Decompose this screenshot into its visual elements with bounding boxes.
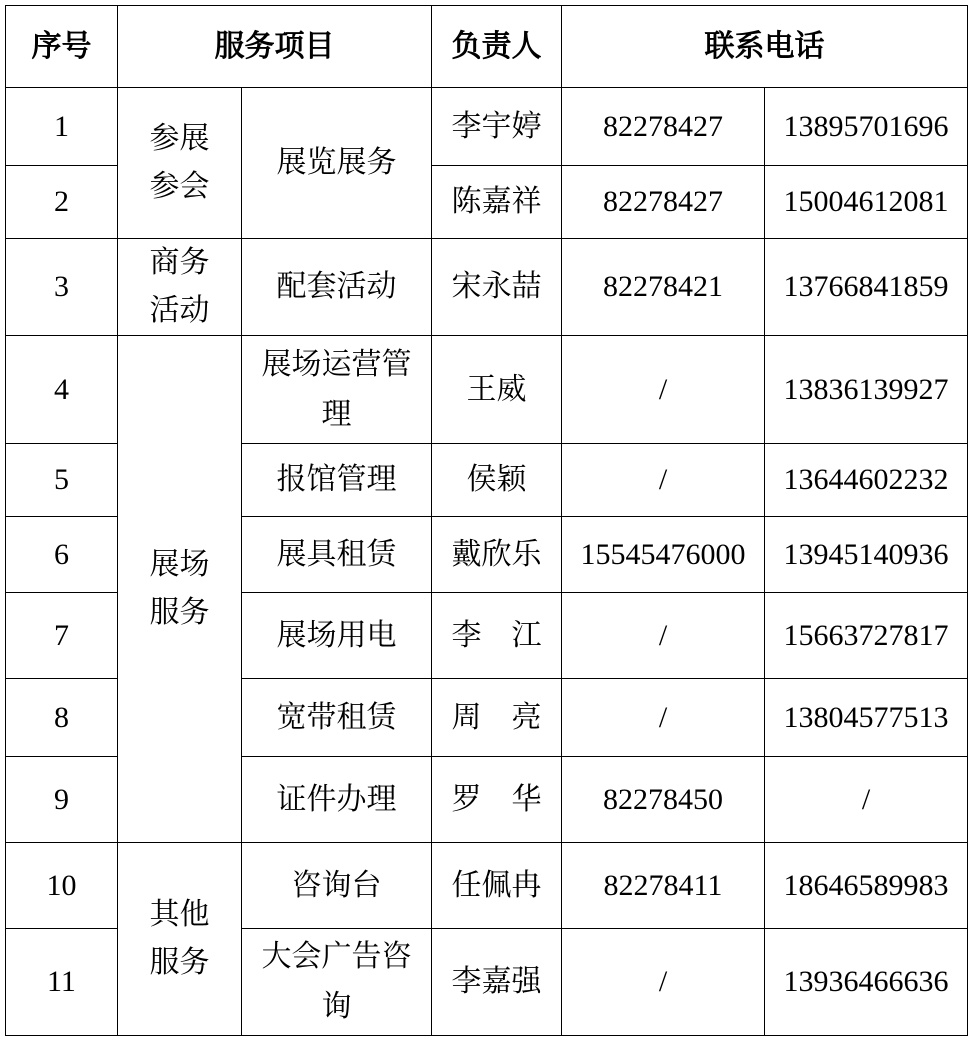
office-phone: / — [562, 929, 765, 1036]
service-item-label: 大会广告咨询 — [261, 939, 412, 1024]
person-name: 王威 — [432, 336, 562, 444]
service-item — [242, 336, 432, 444]
mobile-phone: 15004612081 — [765, 166, 968, 239]
mobile-phone: 13766841859 — [765, 239, 968, 336]
person-name: 戴欣乐 — [432, 517, 562, 593]
office-phone: 82278427 — [562, 88, 765, 166]
category-label: 商务活动 — [149, 245, 210, 328]
office-phone: / — [562, 593, 765, 679]
row-no: 7 — [6, 593, 118, 679]
service-item: 证件办理 — [242, 757, 432, 843]
row-no: 4 — [6, 336, 118, 444]
table-row — [6, 843, 968, 929]
mobile-phone: 13644602232 — [765, 444, 968, 517]
category-label: 展场服务 — [149, 547, 210, 630]
office-phone: 82278411 — [562, 843, 765, 929]
table-row — [6, 88, 968, 166]
header-no: 序号 — [6, 6, 118, 88]
mobile-phone: / — [765, 757, 968, 843]
office-phone: 15545476000 — [562, 517, 765, 593]
category-exhibit — [118, 88, 242, 239]
category-label: 其他服务 — [149, 897, 210, 980]
row-no: 9 — [6, 757, 118, 843]
mobile-phone: 13945140936 — [765, 517, 968, 593]
category-business — [118, 239, 242, 336]
person-name: 罗 华 — [432, 757, 562, 843]
header-contact: 联系电话 — [562, 6, 968, 88]
person-name: 侯颖 — [432, 444, 562, 517]
header-service: 服务项目 — [118, 6, 432, 88]
person-name: 陈嘉祥 — [432, 166, 562, 239]
service-item: 咨询台 — [242, 843, 432, 929]
service-item: 配套活动 — [242, 239, 432, 336]
mobile-phone: 15663727817 — [765, 593, 968, 679]
person-name: 周 亮 — [432, 679, 562, 757]
category-other — [118, 843, 242, 1036]
office-phone: 82278427 — [562, 166, 765, 239]
row-no: 2 — [6, 166, 118, 239]
header-row — [6, 6, 968, 88]
service-item-label: 展场运营管理 — [261, 346, 412, 432]
person-name: 宋永喆 — [432, 239, 562, 336]
office-phone: / — [562, 336, 765, 444]
row-no: 3 — [6, 239, 118, 336]
service-item — [242, 929, 432, 1036]
mobile-phone: 18646589983 — [765, 843, 968, 929]
person-name: 李宇婷 — [432, 88, 562, 166]
row-no: 1 — [6, 88, 118, 166]
row-no: 10 — [6, 843, 118, 929]
table-row — [6, 239, 968, 336]
service-item: 展览展务 — [242, 88, 432, 239]
service-item: 宽带租赁 — [242, 679, 432, 757]
header-person: 负责人 — [432, 6, 562, 88]
table-row — [6, 336, 968, 444]
row-no: 8 — [6, 679, 118, 757]
service-item: 展场用电 — [242, 593, 432, 679]
mobile-phone: 13836139927 — [765, 336, 968, 444]
person-name: 李 江 — [432, 593, 562, 679]
row-no: 5 — [6, 444, 118, 517]
contact-table — [5, 5, 968, 1036]
office-phone: 82278421 — [562, 239, 765, 336]
category-venue — [118, 336, 242, 843]
office-phone: / — [562, 444, 765, 517]
service-item: 展具租赁 — [242, 517, 432, 593]
person-name: 任佩冉 — [432, 843, 562, 929]
office-phone: / — [562, 679, 765, 757]
person-name: 李嘉强 — [432, 929, 562, 1036]
row-no: 6 — [6, 517, 118, 593]
service-item: 报馆管理 — [242, 444, 432, 517]
mobile-phone: 13936466636 — [765, 929, 968, 1036]
mobile-phone: 13895701696 — [765, 88, 968, 166]
office-phone: 82278450 — [562, 757, 765, 843]
mobile-phone: 13804577513 — [765, 679, 968, 757]
category-label: 参展参会 — [149, 121, 210, 204]
row-no: 11 — [6, 929, 118, 1036]
